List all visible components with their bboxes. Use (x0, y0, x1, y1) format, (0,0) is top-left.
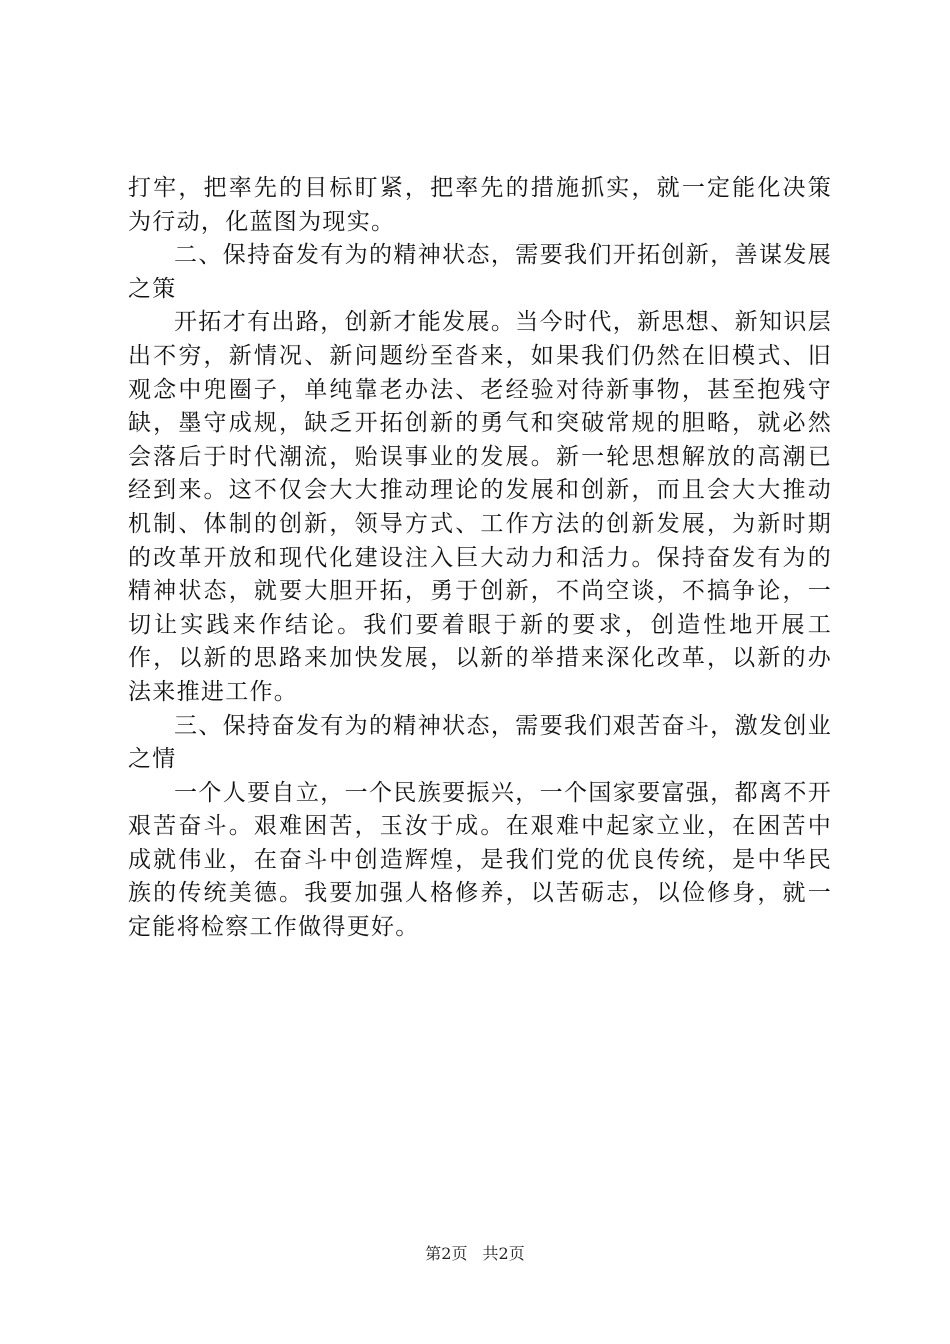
page-number-current: 第2页 (425, 1244, 468, 1263)
paragraph-continuation: 打牢，把率先的目标盯紧，把率先的措施抓实，就一定能化决策为行动，化蓝图为现实。 (128, 175, 832, 235)
document-body (128, 172, 832, 945)
page-number-total: 共2页 (482, 1244, 525, 1263)
section-heading-2: 二、保持奋发有为的精神状态，需要我们开拓创新，善谋发展之策 (128, 242, 832, 302)
paragraph-hard-work: 一个人要自立，一个民族要振兴，一个国家要富强，都离不开艰苦奋斗。艰难困苦，玉汝于成。在艰难中起家立业，在困苦中成就伟业，在奋斗中创造辉煌，是我们党的优良传统，是中华民族的传统美德。我要加强人格修养，以苦砺志，以俭修身，就一定能将检察工作做得更好。 (128, 779, 832, 941)
page-footer (0, 1244, 950, 1264)
paragraph-innovation: 开拓才有出路，创新才能发展。当今时代，新思想、新知识层出不穷，新情况、新问题纷至沓来，如果我们仍然在旧模式、旧观念中兜圈子，单纯靠老办法、老经验对待新事物，甚至抱残守缺，墨守成规，缺乏开拓创新的勇气和突破常规的胆略，就必然会落后于时代潮流，贻误事业的发展。新一轮思想解放的高潮已经到来。这不仅会大大推动理论的发展和创新，而且会大大推动机制、体制的创新，领导方式、工作方法的创新发展，为新时期的改革开放和现代化建设注入巨大动力和活力。保持奋发有为的精神状态，就要大胆开拓，勇于创新，不尚空谈，不搞争论，一切让实践来作结论。我们要着眼于新的要求，创造性地开展工作，以新的思路来加快发展，以新的举措来深化改革，以新的办法来推进工作。 (128, 309, 832, 705)
section-heading-3: 三、保持奋发有为的精神状态，需要我们艰苦奋斗，激发创业之情 (128, 712, 832, 773)
